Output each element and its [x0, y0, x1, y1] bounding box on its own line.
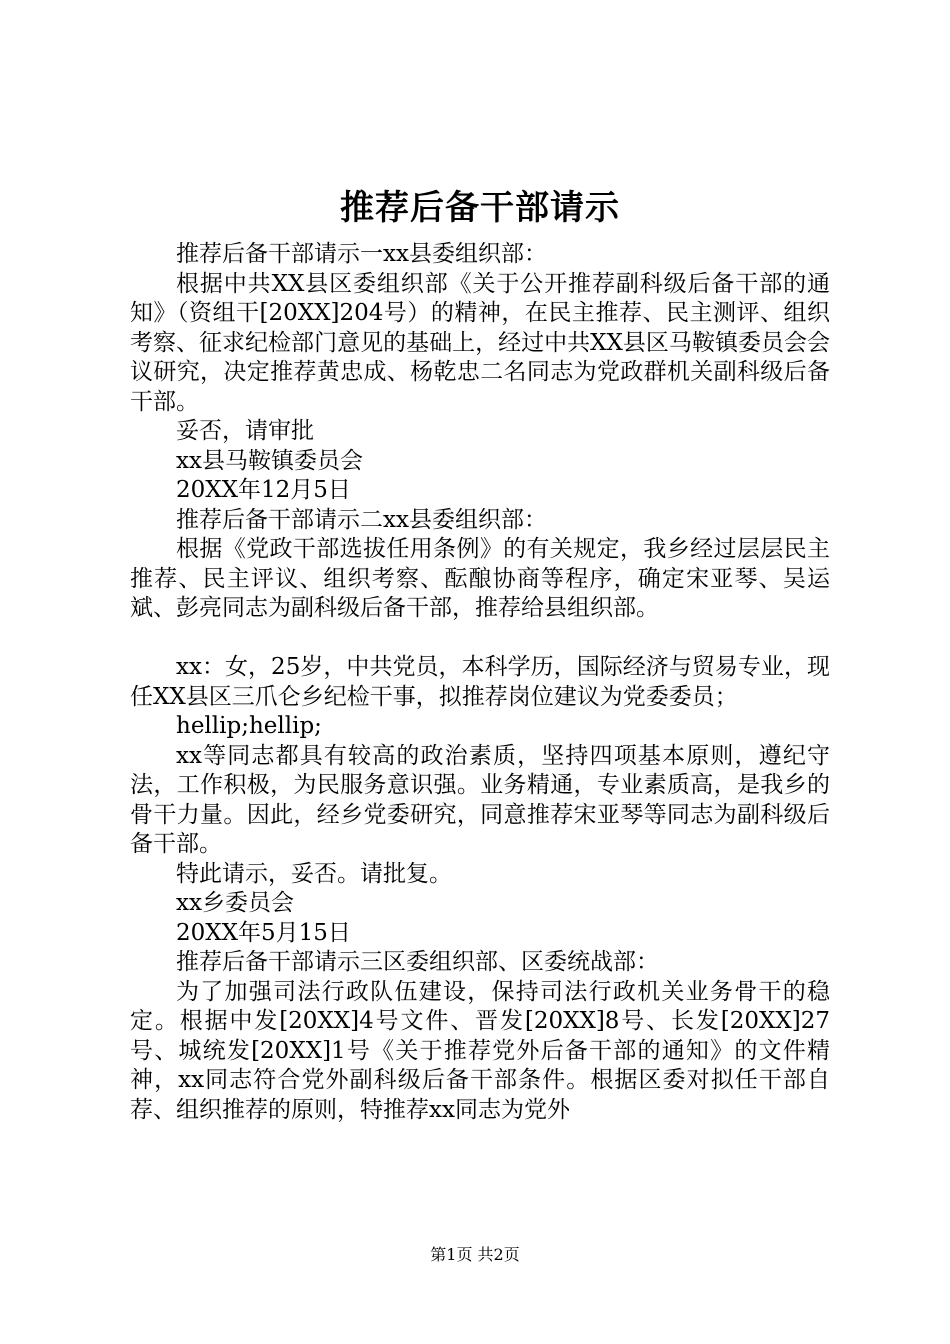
document-page: [130, 182, 830, 1125]
paragraph-4: xx县马鞍镇委员会: [176, 447, 363, 474]
paragraph-7: 根据《党政干部选拔任用条例》的有关规定，我乡经过层层民主推荐、民主评议、组织考察、酝酿协商等程序，确定宋亚琴、吴运斌、彭亮同志为副科级后备干部，推荐给县组织部。: [130, 536, 830, 621]
paragraph-11: xx等同志都具有较高的政治素质，坚持四项基本原则，遵纪守法，工作积极，为民服务意识强。业务精通，专业素质高，是我乡的骨干力量。因此，经乡党委研究，同意推荐宋亚琴等同志为副科级后备干部。: [130, 742, 830, 857]
paragraph-10: hellip;hellip;: [176, 713, 322, 739]
paragraph-15: 推荐后备干部请示三区委组织部、区委统战部：: [176, 949, 659, 975]
paragraph-12: 特此请示，妥否。请批复。: [176, 860, 452, 887]
paragraph-1: 推荐后备干部请示一xx县委组织部：: [176, 241, 547, 267]
paragraph-16: 为了加强司法行政队伍建设，保持司法行政机关业务骨干的稳定。根据中发[20XX]4号文件、晋发[20XX]8号、长发[20XX]27号、城统发[20XX]1号《关于推荐党外后备干部的通知》的文件精神，xx同志符合党外副科级后备干部条件。根据区委对拟任干部自荐、组织推荐的原则，特推荐xx同志为党外: [130, 978, 830, 1123]
paragraph-3: 妥否，请审批: [176, 418, 314, 444]
paragraph-13: xx乡委员会: [176, 890, 294, 916]
paragraph-5: 20XX年12月5日: [176, 477, 351, 503]
document-title: 推荐后备干部请示: [340, 188, 620, 228]
paragraph-6: 推荐后备干部请示二xx县委组织部：: [176, 506, 547, 533]
paragraph-2: 根据中共XX县区委组织部《关于公开推荐副科级后备干部的通知》（资组干[20XX]204号）的精神，在民主推荐、民主测评、组织考察、征求纪检部门意见的基础上，经过中共XX县区马鞍镇委员会会议研究，决定推荐黄忠成、杨乾忠二名同志为党政群机关副科级后备干部。: [130, 270, 830, 415]
blank-line: [130, 624, 830, 654]
page-number: 第1页 共2页: [430, 1245, 520, 1264]
paragraph-14: 20XX年5月15日: [176, 919, 351, 946]
paragraph-9: xx：女，25岁，中共党员，本科学历，国际经济与贸易专业，现任XX县区三爪仑乡纪检干事，拟推荐岗位建议为党委委员；: [130, 654, 830, 710]
